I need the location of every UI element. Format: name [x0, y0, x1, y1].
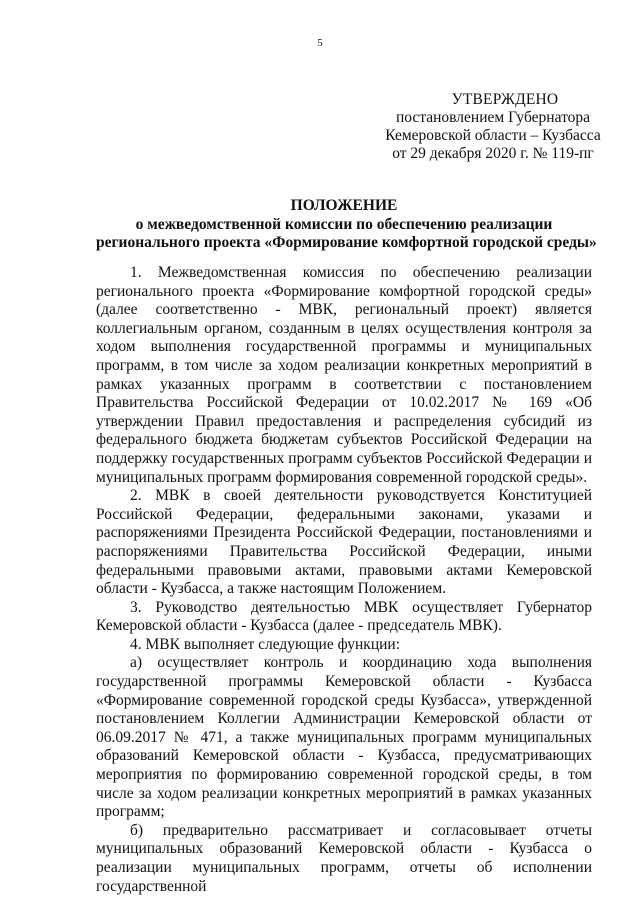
title-subline: регионального проекта «Формирование комфортной городской среды» [96, 234, 597, 251]
document-title [96, 197, 597, 253]
approval-heading: УТВЕРЖДЕНО [451, 91, 559, 108]
approval-line: от 29 декабря 2020 г. № 119-пг [392, 145, 594, 162]
paragraph-4a: а) осуществляет контроль и координацию хода выполнения государственной программы Кемеровской области - Кузбасса «Формирование современной городской среды Кузбасса», утвержденной постановлением Коллегии Администрации Кемеровской области от 06.09.2017 № 471, а также муниципальных программ муниципальных образований Кемеровской области - Кузбасса, предусматривающих мероприятия по формированию современной городской среды, в том числе за ходом реализации конкретных мероприятий в рамках указанных программ; [96, 654, 592, 821]
paragraph-3: 3. Руководство деятельностью МВК осуществляет Губернатор Кемеровской области - Кузбасса (далее - председатель МВК). [96, 598, 592, 635]
approval-line: Кемеровской области – Кузбасса [385, 127, 601, 144]
approval-line: постановлением Губернатора [395, 109, 591, 126]
paragraph-4: 4. МВК выполняет следующие функции: [130, 635, 401, 653]
paragraph-2: 2. МВК в своей деятельности руководствуется Конституцией Российской Федерации, федеральными законами, указами и распоряжениями Президента Российской Федерации, постановлениями и распоряжениями Правительства Российской Федерации, иными федеральными правовыми актами, правовыми актами Кемеровской области - Кузбасса, а также настоящим Положением. [96, 487, 592, 598]
title-subline: о межведомственной комиссии по обеспечению реализации [135, 215, 553, 233]
paragraph-4b: б) предварительно рассматривает и согласовывает отчеты муниципальных образований Кемеровской области - Кузбасса о реализации муниципальных программ, отчеты об исполнении государственной [96, 821, 592, 895]
page-number: 5 [317, 37, 323, 49]
title-heading: ПОЛОЖЕНИЕ [290, 197, 398, 214]
paragraph-1: 1. Межведомственная комиссия по обеспечению реализации регионального проекта «Формирование комфортной городской среды» (далее соответственно - МВК, региональный проект) является коллегиальным органом, созданным в целях осуществления контроля за ходом выполнения государственной программы и муниципальных программ, в том числе за ходом реализации конкретных мероприятий в рамках указанных программ в соответствии с постановлением Правительства Российской Федерации от 10.02.2017 № 169 «Об утверждении Правил предоставления и распределения субсидий из федерального бюджета бюджетам субъектов Российской Федерации на поддержку государственных программ субъектов Российской Федерации и муниципальных программ формирования современной городской среды». [96, 264, 592, 486]
document-body [96, 264, 592, 896]
approval-stamp [368, 91, 618, 163]
